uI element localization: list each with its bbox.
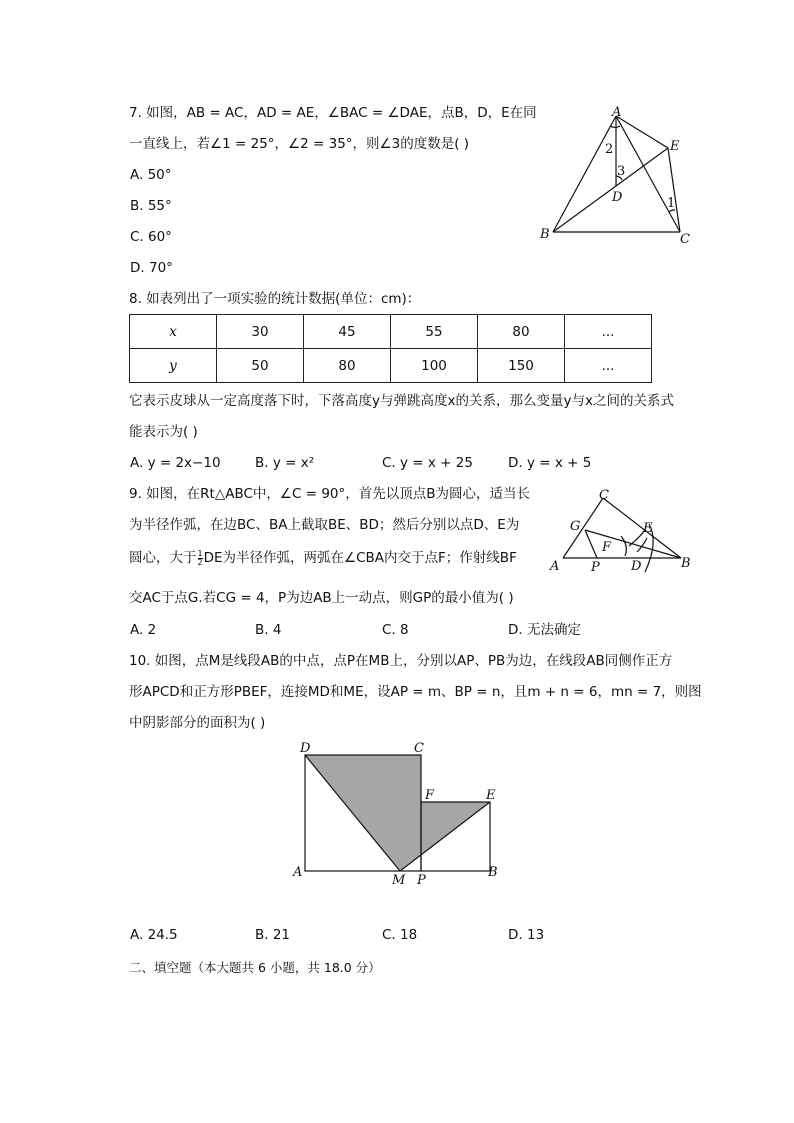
q8-text-line2: 它表示皮球从一定高度落下时，下落高度y与弹跳高度x的关系，那么变量y与x之间的关系式: [129, 393, 674, 409]
q10-option-a: A. 24.5: [130, 927, 178, 943]
table-row: [130, 349, 652, 383]
q7-text-line1: 7. 如图，AB = AC，AD = AE，∠BAC = ∠DAE，点B，D，E在同: [129, 105, 537, 121]
q10-label-c: C: [414, 741, 424, 756]
q7-label-c: C: [680, 232, 690, 247]
table-header-y: y: [130, 349, 217, 383]
section-title-fill-in: 二、填空题（本大题共 6 小题，共 18.0 分）: [129, 960, 381, 975]
table-row: [130, 315, 652, 349]
q9-option-d: D. 无法确定: [508, 622, 581, 638]
q10-label-e: E: [486, 788, 496, 803]
q10-text-line3: 中阴影部分的面积为( ): [129, 715, 266, 731]
q10-label-a: A: [293, 865, 303, 880]
q10-option-d: D. 13: [508, 927, 545, 943]
q7-label-e: E: [670, 139, 680, 154]
q9-label-d: D: [631, 559, 642, 574]
q7-label-d: D: [612, 190, 623, 205]
table-cell: 45: [304, 315, 391, 349]
q9-text-line3: [129, 548, 517, 568]
table-cell: 80: [304, 349, 391, 383]
q9-label-p: P: [591, 560, 600, 575]
q7-option-a: A. 50°: [130, 167, 172, 183]
fraction-one-half: [198, 550, 203, 567]
q9-option-c: C. 8: [382, 622, 409, 638]
q8-option-a: A. y = 2x−10: [130, 455, 221, 471]
q8-option-c: C. y = x + 25: [382, 455, 473, 471]
q7-label-angle3: 3: [617, 164, 626, 179]
table-cell: 30: [217, 315, 304, 349]
q10-label-p: P: [417, 873, 426, 888]
q9-label-c: C: [599, 488, 609, 503]
table-cell: 50: [217, 349, 304, 383]
q10-text-line2: 形APCD和正方形PBEF，连接MD和ME，设AP = m、BP = n，且m + n = 6，mn = 7，则图: [129, 684, 702, 700]
q9-text-line3-post: DE为半径作弧，两弧在∠CBA内交于点F；作射线BF: [203, 550, 517, 566]
q8-data-table: [129, 314, 652, 383]
q10-label-m: M: [392, 873, 406, 888]
q9-text-line4: 交AC于点G.若CG = 4，P为边AB上一动点，则GP的最小值为( ): [129, 590, 514, 606]
q9-figure: [545, 484, 705, 576]
q7-figure: [530, 100, 710, 250]
q7-label-a: A: [612, 105, 622, 120]
q10-label-f: F: [425, 788, 435, 803]
table-cell: 100: [391, 349, 478, 383]
table-cell: 150: [478, 349, 565, 383]
q9-label-e: E: [643, 521, 653, 536]
q10-label-d: D: [300, 741, 311, 756]
q7-option-d: D. 70°: [130, 260, 173, 276]
q8-option-d: D. y = x + 5: [508, 455, 592, 471]
q8-text-line1: 8. 如表列出了一项实验的统计数据(单位：cm)：: [129, 291, 421, 307]
q7-text-line2: 一直线上，若∠1 = 25°，∠2 = 35°，则∠3的度数是( ): [129, 136, 470, 152]
q7-option-c: C. 60°: [130, 229, 172, 245]
q10-option-c: C. 18: [382, 927, 418, 943]
q9-text-line3-pre: 圆心，大于: [129, 550, 197, 566]
q9-option-a: A. 2: [130, 622, 157, 638]
table-header-x: x: [130, 315, 217, 349]
q9-label-a: A: [550, 559, 560, 574]
q7-label-angle1: 1: [667, 196, 676, 211]
q10-figure: [290, 740, 510, 890]
table-cell: ...: [565, 315, 652, 349]
q9-label-g: G: [570, 519, 581, 534]
q10-option-b: B. 21: [255, 927, 291, 943]
q10-label-b: B: [488, 865, 498, 880]
table-cell: ...: [565, 349, 652, 383]
fraction-numerator: 1: [197, 548, 203, 558]
q7-label-b: B: [540, 227, 550, 242]
q7-label-angle2: 2: [605, 142, 614, 157]
q9-label-b: B: [681, 556, 691, 571]
q8-option-b: B. y = x²: [255, 455, 315, 471]
fraction-denominator: 2: [197, 557, 203, 567]
q8-text-line3: 能表示为( ): [129, 424, 198, 440]
table-cell: 80: [478, 315, 565, 349]
q9-option-b: B. 4: [255, 622, 282, 638]
table-cell: 55: [391, 315, 478, 349]
q7-option-b: B. 55°: [130, 198, 172, 214]
q9-text-line1: 9. 如图，在Rt△ABC中，∠C = 90°，首先以顶点B为圆心，适当长: [129, 486, 531, 502]
q9-label-f: F: [602, 540, 612, 555]
q10-text-line1: 10. 如图，点M是线段AB的中点，点P在MB上，分别以AP、PB为边，在线段AB同侧作正方: [129, 653, 673, 669]
q9-text-line2: 为半径作弧，在边BC、BA上截取BE、BD；然后分别以点D、E为: [129, 517, 520, 533]
